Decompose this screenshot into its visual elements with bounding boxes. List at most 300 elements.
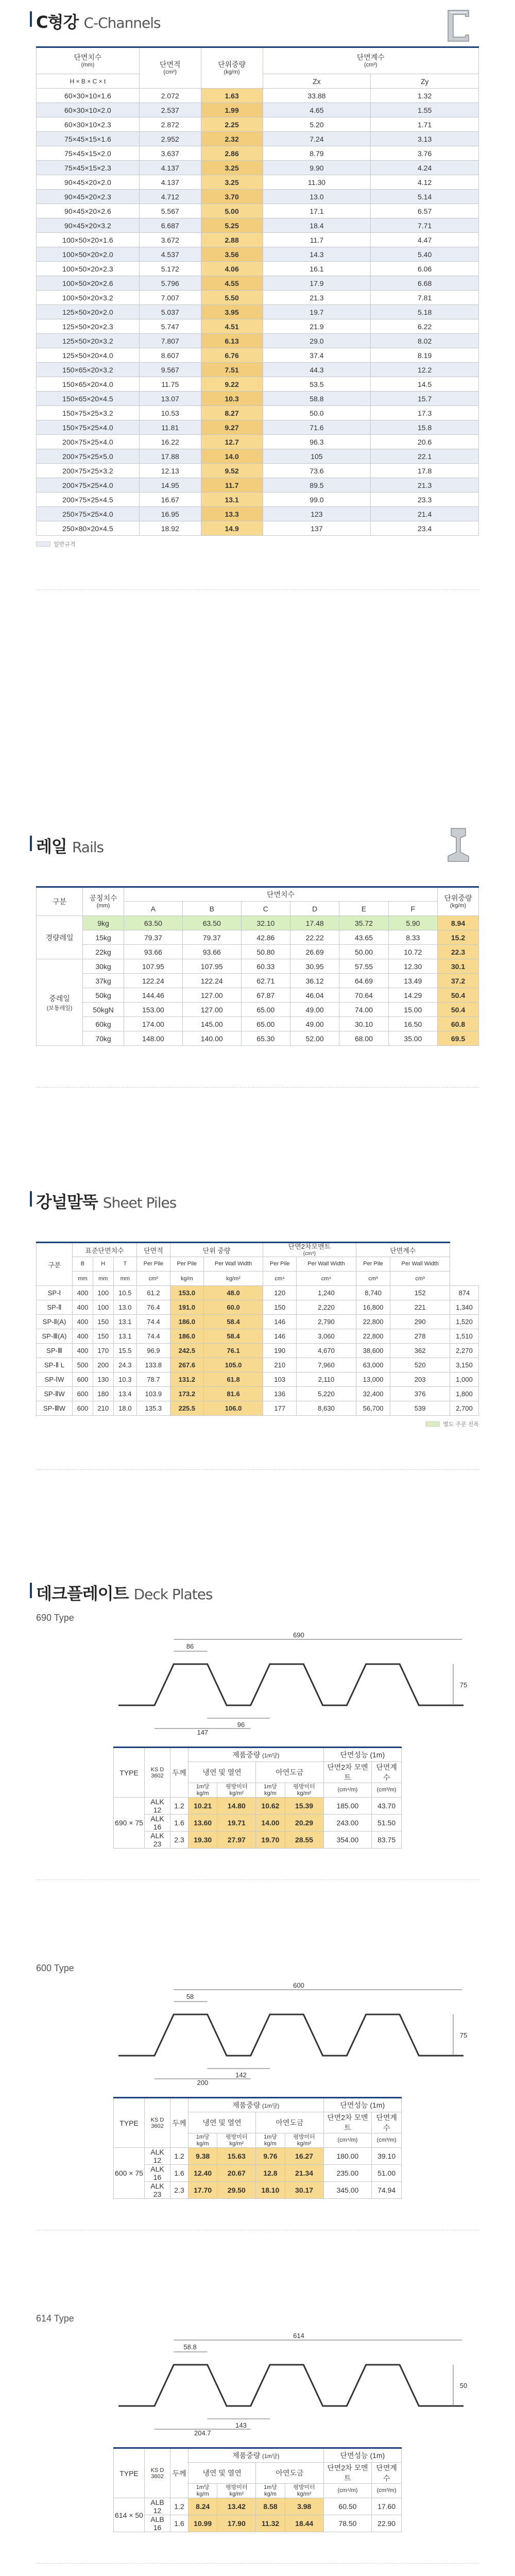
value-cell: 17.70 (188, 2182, 217, 2199)
dimension-cell: 100×50×20×2.6 (37, 276, 140, 291)
col-e: E (339, 902, 388, 916)
value-cell: 100 (93, 1300, 113, 1315)
weight-title: 제품중량 (232, 2451, 261, 2460)
value-cell: 15.7 (371, 392, 479, 406)
value-cell: 11.7 (201, 478, 263, 493)
value-cell: 83.75 (372, 1832, 402, 1849)
value-cell: 5,220 (297, 1387, 356, 1401)
value-cell: 874 (450, 1286, 478, 1300)
value-cell: 8.33 (388, 930, 437, 945)
value-cell: 30.17 (285, 2182, 323, 2199)
ksd-cell: ALB 12 (145, 2498, 170, 2515)
value-cell: 1.2 (170, 2498, 188, 2515)
value-cell: 210 (263, 1358, 297, 1372)
dimension-cell: 150×65×20×4.5 (37, 392, 140, 406)
col-zy: Zy (371, 74, 479, 89)
value-cell: 267.6 (170, 1358, 203, 1372)
value-cell: 127.00 (182, 988, 241, 1003)
value-cell: 1.2 (170, 2148, 188, 2165)
value-cell: 1,520 (450, 1315, 478, 1329)
value-cell: 68.00 (339, 1031, 388, 1046)
value-cell: 60.8 (438, 1017, 479, 1031)
value-cell: 180.00 (323, 2148, 372, 2165)
value-cell: 105.0 (203, 1358, 263, 1372)
nominal-cell: 60kg (83, 1017, 124, 1031)
value-cell: 51.00 (372, 2165, 402, 2182)
col-modulus: 단면계수 (372, 2112, 402, 2133)
value-cell: 12.8 (256, 2165, 285, 2182)
value-cell: 150 (263, 1300, 297, 1315)
value-cell: 9.76 (256, 2148, 285, 2165)
value-cell: 63,000 (356, 1358, 390, 1372)
value-cell: 145.00 (182, 1017, 241, 1031)
table-row (37, 1003, 479, 1017)
deck-type-label: 600 Type (36, 1963, 74, 1973)
value-cell: 79.37 (182, 930, 241, 945)
value-cell: 6.76 (201, 348, 263, 363)
table-row (37, 988, 479, 1003)
value-cell: 4.137 (139, 161, 201, 175)
dimension-cell: 250×75×25×4.0 (37, 507, 140, 521)
value-cell: 58.4 (203, 1315, 263, 1329)
value-cell: 20.67 (217, 2165, 256, 2182)
table-row (37, 218, 479, 233)
value-cell: 16.95 (139, 507, 201, 521)
value-cell: 11.32 (256, 2515, 285, 2532)
value-cell: 13.07 (139, 392, 201, 406)
value-cell: 74.4 (136, 1329, 170, 1344)
dimension-cell: 60×30×10×2.0 (37, 103, 140, 117)
value-cell: 3.70 (201, 190, 263, 204)
unit-col: kg/m² (203, 1272, 263, 1286)
ksd-cell: ALK 12 (145, 2148, 170, 2165)
dimension-label: 600 (293, 1981, 304, 1989)
table-row (37, 305, 479, 319)
value-cell: 4.55 (201, 276, 263, 291)
value-cell: 6.57 (371, 204, 479, 218)
unit-col: 평방미터 kg/m² (217, 2484, 256, 2498)
unit-col: 1m당 kg/m (188, 1783, 217, 1798)
kind-cell: SP-Ⅲ (37, 1344, 73, 1358)
deck-profile-figure (36, 1628, 479, 1736)
value-cell: 7.807 (139, 334, 201, 348)
value-cell: 74.00 (339, 1003, 388, 1017)
table-row (37, 507, 479, 521)
dimension-label: 204.7 (194, 2429, 211, 2437)
unit-col: 1m당 kg/m (188, 2133, 217, 2148)
value-cell: 190 (263, 1344, 297, 1358)
value-cell: 2,790 (297, 1315, 356, 1329)
value-cell: 15.63 (217, 2148, 256, 2165)
sub-col: Per Wall Width (203, 1257, 263, 1272)
value-cell: 14.3 (263, 247, 371, 262)
table-row (37, 363, 479, 377)
value-cell: 10.3 (201, 392, 263, 406)
table-row (37, 1329, 479, 1344)
value-cell: 1.6 (170, 1815, 188, 1832)
value-cell: 191.0 (170, 1300, 203, 1315)
unit-col: 1m당 kg/m (256, 1783, 285, 1798)
col-kind: 구분 (37, 887, 83, 916)
sub-col: Per Pile (263, 1257, 297, 1272)
value-cell: 9.22 (201, 377, 263, 392)
type-code-cell: 614 × 50 (114, 2498, 145, 2532)
table-row (37, 1387, 479, 1401)
value-cell: 1.6 (170, 2165, 188, 2182)
value-cell: 67.87 (241, 988, 290, 1003)
value-cell: 3.25 (201, 161, 263, 175)
table-row (37, 1315, 479, 1329)
value-cell: 4.65 (263, 103, 371, 117)
value-cell: 32.10 (241, 916, 290, 930)
value-cell: 11.7 (263, 233, 371, 247)
value-cell: 600 (73, 1401, 93, 1416)
ksd-cell: ALK 23 (145, 2182, 170, 2199)
unit-col: cm² (136, 1272, 170, 1286)
col-coil: 냉연 및 열연 (188, 2112, 256, 2133)
value-cell: 8.58 (256, 2498, 285, 2515)
value-cell: 30.10 (339, 1017, 388, 1031)
value-cell: 16.27 (285, 2148, 323, 2165)
value-cell: 18.10 (256, 2182, 285, 2199)
value-cell: 9.38 (188, 2148, 217, 2165)
table-row (37, 175, 479, 190)
type-code-cell: 600 × 75 (114, 2148, 145, 2199)
weight-unit: (1m당) (262, 2103, 280, 2109)
group-name: 중레일 (49, 994, 70, 1003)
table-row (114, 2498, 402, 2515)
dimension-cell: 200×75×25×4.5 (37, 493, 140, 507)
value-cell: 3.637 (139, 146, 201, 161)
value-cell: 10.99 (188, 2515, 217, 2532)
table-row (114, 2515, 402, 2532)
weight-unit: (1m당) (262, 2453, 280, 2460)
col-weight (188, 1748, 324, 1762)
value-cell: 49.00 (290, 1003, 339, 1017)
value-cell: 39.10 (372, 2148, 402, 2165)
value-cell: 225.5 (170, 1401, 203, 1416)
value-cell: 122.24 (182, 974, 241, 988)
value-cell: 185.00 (323, 1798, 372, 1815)
value-cell: 2.537 (139, 103, 201, 117)
col-moment: 단면2차모멘트 (cm⁴) (263, 1243, 356, 1257)
dimension-cell: 200×75×25×5.0 (37, 449, 140, 464)
deck-profile-drawing (36, 2329, 479, 2437)
deck-section (0, 1556, 515, 2576)
value-cell: 5.037 (139, 305, 201, 319)
value-cell: 49.00 (290, 1017, 339, 1031)
unit-col: cm³ (356, 1272, 390, 1286)
col-ksd: KS D 3602 (145, 2098, 170, 2148)
value-cell: 9.52 (201, 464, 263, 478)
deck-profile-drawing (36, 1978, 479, 2087)
type-code-cell: 690 × 75 (114, 1798, 145, 1849)
value-cell: 58.8 (263, 392, 371, 406)
ksd-cell: ALK 16 (145, 1815, 170, 1832)
value-cell: 2,220 (297, 1300, 356, 1315)
table-row (37, 1031, 479, 1046)
dimension-cell: 150×75×25×3.2 (37, 406, 140, 420)
dimension-cell: 75×45×15×2.0 (37, 146, 140, 161)
value-cell: 4.51 (201, 319, 263, 334)
value-cell: 17.48 (290, 916, 339, 930)
dimension-label: 75 (459, 2031, 468, 2039)
table-row (37, 1358, 479, 1372)
sub-col: Per Wall Width (297, 1257, 356, 1272)
value-cell: 3,060 (297, 1329, 356, 1344)
value-cell: 1,000 (450, 1372, 478, 1387)
value-cell: 376 (390, 1387, 450, 1401)
col-ksd: KS D 3602 (145, 2448, 170, 2498)
value-cell: 62.71 (241, 974, 290, 988)
value-cell: 13.42 (217, 2498, 256, 2515)
value-cell: 14.29 (388, 988, 437, 1003)
dimension-cell: 200×75×25×4.0 (37, 478, 140, 493)
value-cell: 7.007 (139, 291, 201, 305)
value-cell: 6.22 (371, 319, 479, 334)
dimension-cell: 125×50×20×4.0 (37, 348, 140, 363)
value-cell: 17.60 (372, 2498, 402, 2515)
col-b: B (182, 902, 241, 916)
value-cell: 5.50 (201, 291, 263, 305)
value-cell: 23.3 (371, 493, 479, 507)
table-row (37, 493, 479, 507)
unit-col: mm (93, 1272, 113, 1286)
value-cell: 5.18 (371, 305, 479, 319)
value-cell: 21.4 (371, 507, 479, 521)
value-cell: 150 (93, 1329, 113, 1344)
col-thickness: 두께 (170, 1748, 188, 1798)
table-row (37, 146, 479, 161)
value-cell: 8.94 (438, 916, 479, 930)
value-cell: 12.7 (201, 435, 263, 449)
sub-col: Per Pile (170, 1257, 203, 1272)
value-cell: 71.6 (263, 420, 371, 435)
value-cell: 2.3 (170, 2182, 188, 2199)
value-cell: 21.3 (371, 478, 479, 493)
value-cell: 19.7 (263, 305, 371, 319)
value-cell: 278 (390, 1329, 450, 1344)
col-dimension-sub: H × B × C × t (37, 74, 140, 89)
table-row (37, 521, 479, 536)
col-type: TYPE (114, 2098, 145, 2148)
nominal-cell: 50kgN (83, 1003, 124, 1017)
value-cell: 103 (263, 1372, 297, 1387)
deck-profile-figure (36, 2329, 479, 2437)
sub-col: Per Wall Width (390, 1257, 450, 1272)
deck-type-block (0, 1607, 515, 1958)
kind-cell: SP-ⅡW (37, 1387, 73, 1401)
value-cell: 2.88 (201, 233, 263, 247)
unit-col: 1m당 kg/m (256, 2133, 285, 2148)
value-cell: 27.97 (217, 1832, 256, 1849)
col-f: F (388, 902, 437, 916)
rail-icon (438, 824, 479, 866)
legend-label: 일반규격 (54, 541, 76, 548)
value-cell: 56,700 (356, 1401, 390, 1416)
value-cell: 26.69 (290, 945, 339, 959)
nominal-cell: 70kg (83, 1031, 124, 1046)
value-cell: 170 (93, 1344, 113, 1358)
unit-col: 1m당 kg/m (188, 2484, 217, 2498)
value-cell: 61.8 (203, 1372, 263, 1387)
sub-col: Per Pile (136, 1257, 170, 1272)
weight-unit: (1m당) (262, 1753, 280, 1759)
value-cell: 1.99 (201, 103, 263, 117)
value-cell: 13.1 (113, 1315, 136, 1329)
col-modulus: 단면계수 (372, 1762, 402, 1783)
value-cell: 1,510 (450, 1329, 478, 1344)
col-galv: 아연도금 (256, 1762, 323, 1783)
table-row (37, 161, 479, 175)
value-cell: 242.5 (170, 1344, 203, 1358)
value-cell: 146 (263, 1315, 297, 1329)
dimension-label: 50 (459, 2382, 468, 2389)
deck-profile-line (118, 2014, 464, 2056)
value-cell: 37.4 (263, 348, 371, 363)
unit-col: mm (113, 1272, 136, 1286)
divider (36, 1879, 479, 1880)
value-cell: 13.0 (263, 190, 371, 204)
value-cell: 8.24 (188, 2498, 217, 2515)
value-cell: 17.9 (263, 276, 371, 291)
deck-type-label: 614 Type (36, 2313, 74, 2324)
value-cell: 186.0 (170, 1329, 203, 1344)
value-cell: 137 (263, 521, 371, 536)
value-cell: 122.24 (124, 974, 183, 988)
col-type: TYPE (114, 2448, 145, 2498)
value-cell: 520 (390, 1358, 450, 1372)
value-cell: 4.24 (371, 161, 479, 175)
nominal-cell: 30kg (83, 959, 124, 974)
dimension-cell: 125×50×20×3.2 (37, 334, 140, 348)
dimension-label: 58.8 (183, 2343, 197, 2351)
dimension-cell: 90×45×20×3.2 (37, 218, 140, 233)
value-cell: 6.687 (139, 218, 201, 233)
table-row (37, 420, 479, 435)
value-cell: 76.1 (203, 1344, 263, 1358)
dimension-cell: 90×45×20×2.3 (37, 190, 140, 204)
value-cell: 30.95 (290, 959, 339, 974)
value-cell: 79.37 (124, 930, 183, 945)
heading-mark (30, 1191, 32, 1207)
unit-col: (cm³/m) (372, 2484, 402, 2498)
value-cell: 177 (263, 1401, 297, 1416)
value-cell: 65.00 (241, 1003, 290, 1017)
col-galv: 아연도금 (256, 2112, 323, 2133)
value-cell: 152 (390, 1286, 450, 1300)
dimension-label: 58 (186, 1993, 194, 2001)
value-cell: 16.1 (263, 262, 371, 276)
value-cell: 13.0 (113, 1300, 136, 1315)
legend-swatch (425, 1421, 440, 1427)
heading-mark (30, 1583, 32, 1598)
c-channel-legend (36, 540, 479, 548)
rails-section (0, 804, 515, 1164)
unit-col: (cm⁴/m) (323, 1783, 372, 1798)
kind-cell: SP-Ⅲ(A) (37, 1329, 73, 1344)
value-cell: 33.88 (263, 89, 371, 103)
col-modulus: 단면계수 (356, 1243, 450, 1257)
unit-col: 평방미터 kg/m² (217, 1783, 256, 1798)
value-cell: 14.95 (139, 478, 201, 493)
value-cell: 123 (263, 507, 371, 521)
value-cell: 11.30 (263, 175, 371, 190)
value-cell: 99.0 (263, 493, 371, 507)
divider (36, 2563, 479, 2564)
table-row (37, 945, 479, 959)
value-cell: 60.50 (323, 2498, 371, 2515)
value-cell: 12.13 (139, 464, 201, 478)
value-cell: 131.2 (170, 1372, 203, 1387)
value-cell: 203 (390, 1372, 450, 1387)
value-cell: 35.00 (388, 1031, 437, 1046)
col-ksd: KS D 3602 (145, 1748, 170, 1798)
value-cell: 22.1 (371, 449, 479, 464)
value-cell: 22.90 (372, 2515, 402, 2532)
value-cell: 400 (73, 1300, 93, 1315)
value-cell: 50.4 (438, 1003, 479, 1017)
value-cell: 18.0 (113, 1401, 136, 1416)
value-cell: 1.63 (201, 89, 263, 103)
value-cell: 2.32 (201, 132, 263, 146)
table-row (37, 103, 479, 117)
value-cell: 174.00 (124, 1017, 183, 1031)
value-cell: 42.86 (241, 930, 290, 945)
value-cell: 2.25 (201, 117, 263, 132)
table-row (37, 406, 479, 420)
c-channel-heading (0, 0, 515, 36)
table-row (37, 262, 479, 276)
value-cell: 29.0 (263, 334, 371, 348)
dimension-label: 147 (197, 1728, 209, 1736)
section-title: 레일 Rails (36, 837, 104, 856)
value-cell: 10.3 (113, 1372, 136, 1387)
value-cell: 22,800 (356, 1329, 390, 1344)
col-nominal: 공칭치수 (mm) (83, 887, 124, 916)
value-cell: 96.9 (136, 1344, 170, 1358)
deck-heading (0, 1571, 515, 1607)
value-cell: 243.00 (323, 1815, 372, 1832)
value-cell: 19.70 (256, 1832, 285, 1849)
value-cell: 60.33 (241, 959, 290, 974)
table-row (37, 291, 479, 305)
value-cell: 9.27 (201, 420, 263, 435)
table-row (114, 1815, 402, 1832)
value-cell: 51.50 (372, 1815, 402, 1832)
value-cell: 127.00 (182, 1003, 241, 1017)
kind-cell: SP-Ⅱ(A) (37, 1315, 73, 1329)
value-cell: 539 (390, 1401, 450, 1416)
value-cell: 14.9 (201, 521, 263, 536)
sub-col: H (93, 1257, 113, 1272)
value-cell: 5.567 (139, 204, 201, 218)
value-cell: 12.40 (188, 2165, 217, 2182)
value-cell: 52.00 (290, 1031, 339, 1046)
value-cell: 3.95 (201, 305, 263, 319)
divider (36, 1087, 479, 1088)
value-cell: 500 (73, 1358, 93, 1372)
c-channel-section (0, 0, 515, 804)
value-cell: 10.72 (388, 945, 437, 959)
value-cell: 5.40 (371, 247, 479, 262)
value-cell: 53.5 (263, 377, 371, 392)
value-cell: 89.5 (263, 478, 371, 493)
table-row (114, 2165, 402, 2182)
value-cell: 38,600 (356, 1344, 390, 1358)
value-cell: 186.0 (170, 1315, 203, 1329)
value-cell: 78.7 (136, 1372, 170, 1387)
